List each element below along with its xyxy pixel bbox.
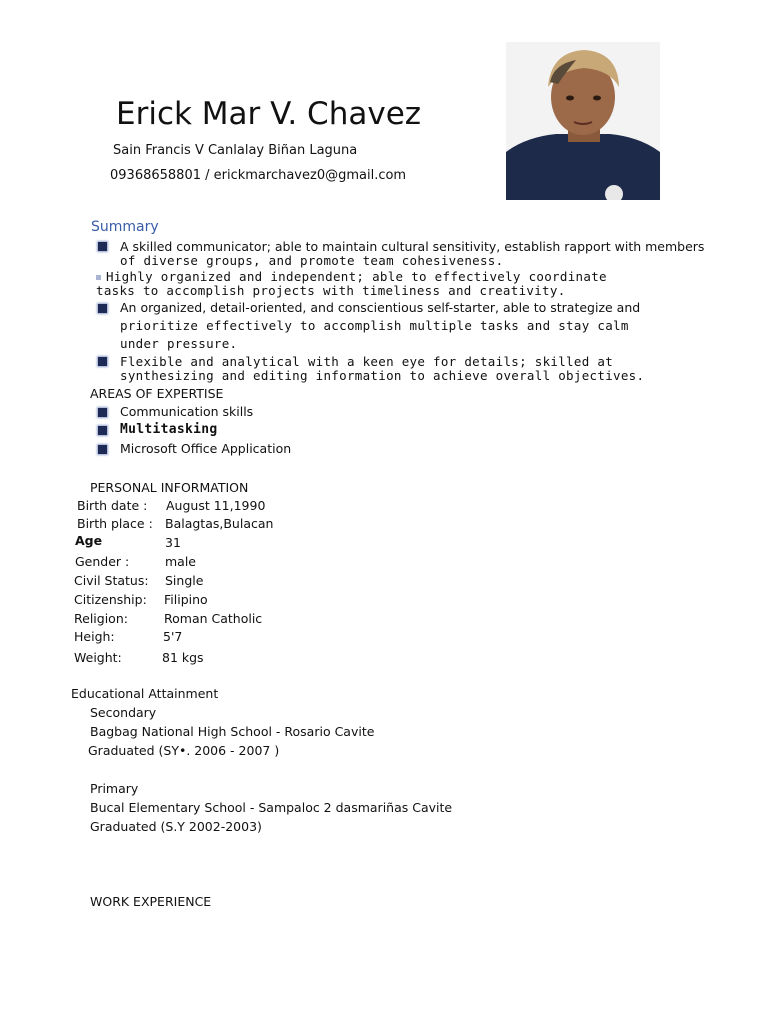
- bullet-icon: [96, 275, 101, 280]
- primary-level: Primary: [90, 781, 139, 796]
- bullet-icon: [98, 426, 107, 435]
- citizenship-label: Citizenship:: [74, 592, 147, 607]
- expertise-item: Communication skills: [120, 404, 254, 419]
- height-value: 5'7: [163, 629, 183, 644]
- personal-info-heading: PERSONAL INFORMATION: [90, 480, 249, 495]
- summary-item-2-line-2: tasks to accomplish projects with timeliness and creativity.: [96, 283, 566, 298]
- address: Sain Francis V Canlalay Biñan Laguna: [113, 143, 358, 158]
- height-label: Heigh:: [74, 629, 115, 644]
- primary-graduated: Graduated (S.Y 2002-2003): [90, 819, 262, 834]
- bullet-icon: [98, 445, 107, 454]
- birth-date-value: August 11,1990: [166, 498, 266, 513]
- summary-item-4-line-2: synthesizing and editing information to achieve overall objectives.: [120, 368, 645, 383]
- bullet-icon: [98, 304, 107, 313]
- religion-value: Roman Catholic: [164, 611, 263, 626]
- weight-label: Weight:: [74, 650, 122, 665]
- weight-value: 81 kgs: [162, 650, 204, 665]
- summary-item-3-line-1: An organized, detail-oriented, and conscientious self-starter, able to strategize and: [120, 300, 641, 315]
- civil-status-label: Civil Status:: [74, 573, 149, 588]
- expertise-heading: AREAS OF EXPERTISE: [90, 386, 224, 401]
- civil-status-value: Single: [165, 573, 204, 588]
- expertise-item: Microsoft Office Application: [120, 441, 292, 456]
- contact-info: 09368658801 / erickmarchavez0@gmail.com: [110, 168, 407, 183]
- secondary-graduated: Graduated (SY•. 2006 - 2007 ): [88, 743, 280, 758]
- expertise-item: Multitasking: [120, 422, 218, 437]
- resume-name: Erick Mar V. Chavez: [116, 96, 422, 132]
- bullet-icon: [98, 408, 107, 417]
- summary-item-1-line-1: A skilled communicator; able to maintain cultural sensitivity, establish rapport with members: [120, 239, 705, 254]
- gender-value: male: [165, 554, 196, 569]
- citizenship-value: Filipino: [164, 592, 208, 607]
- bullet-icon: [98, 242, 107, 251]
- age-value: 31: [165, 535, 181, 550]
- age-label: Age: [75, 533, 103, 548]
- summary-item-1-line-2: of diverse groups, and promote team cohesiveness.: [120, 253, 504, 268]
- summary-item-2-line-1: Highly organized and independent; able to effectively coordinate: [106, 269, 607, 284]
- profile-photo: [506, 42, 660, 200]
- summary-item-3-line-3: under pressure.: [120, 336, 238, 351]
- birth-date-label: Birth date :: [77, 498, 148, 513]
- summary-heading: Summary: [91, 219, 159, 235]
- bullet-icon: [98, 357, 107, 366]
- education-heading: Educational Attainment: [71, 686, 219, 701]
- birth-place-label: Birth place :: [77, 516, 153, 531]
- religion-label: Religion:: [74, 611, 128, 626]
- secondary-school: Bagbag National High School - Rosario Cavite: [90, 724, 375, 739]
- person-portrait-icon: [506, 42, 660, 200]
- primary-school: Bucal Elementary School - Sampaloc 2 dasmariñas Cavite: [90, 800, 453, 815]
- summary-item-3-line-2: prioritize effectively to accomplish multiple tasks and stay calm: [120, 318, 629, 333]
- birth-place-value: Balagtas,Bulacan: [165, 516, 274, 531]
- gender-label: Gender :: [75, 554, 130, 569]
- work-experience-heading: WORK EXPERIENCE: [90, 894, 212, 909]
- secondary-level: Secondary: [90, 705, 157, 720]
- summary-item-4-line-1: Flexible and analytical with a keen eye for details; skilled at: [120, 354, 614, 369]
